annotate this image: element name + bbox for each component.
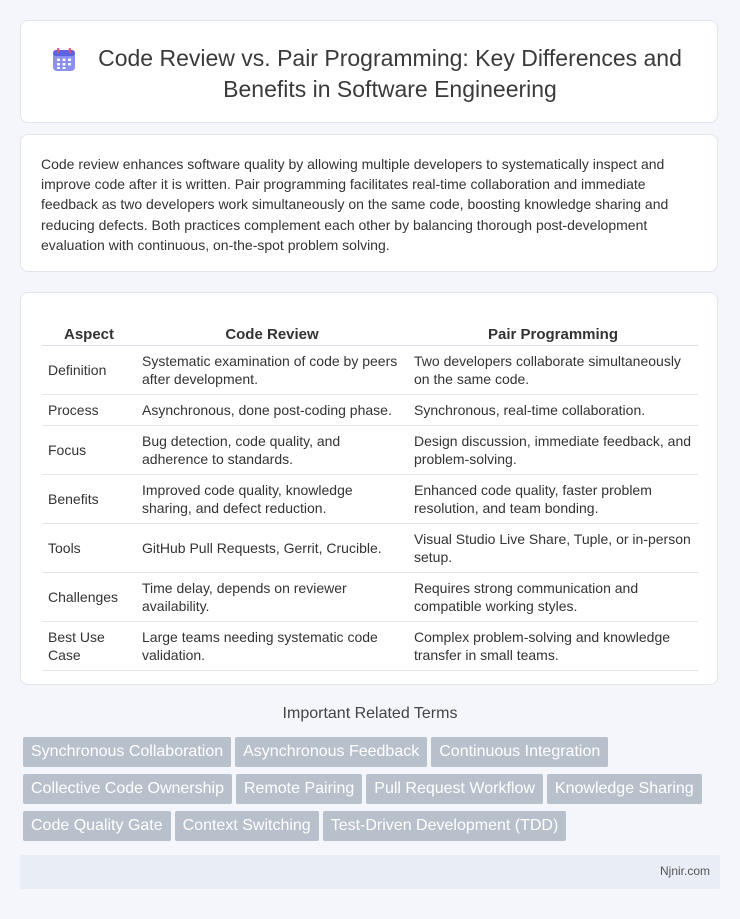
row-aspect: Best Use Case (42, 622, 136, 671)
term-tag[interactable]: Collective Code Ownership (23, 774, 232, 804)
table-row (42, 395, 698, 426)
row-aspect: Benefits (42, 475, 136, 524)
row-code-review: Large teams needing systematic code validation. (136, 622, 408, 671)
row-pair-programming: Requires strong communication and compatible working styles. (408, 573, 698, 622)
footer-site-link[interactable]: Njnir.com (659, 864, 710, 878)
header-code-review: Code Review (136, 313, 408, 346)
intro-paragraph: Code review enhances software quality by allowing multiple developers to systematically inspect and improve code after it is written. Pair programming facilitates real-time collaboration and immediate feedback as two developers work simultaneously on the same code, boosting knowledge sharing and reducing defects. Both practices complement each other by balancing thorough post-development evaluation with continuous, on-the-spot problem solving. (41, 156, 669, 253)
row-pair-programming: Enhanced code quality, faster problem resolution, and team bonding. (408, 475, 698, 524)
row-code-review: Improved code quality, knowledge sharing, and defect reduction. (136, 475, 408, 524)
row-code-review: Bug detection, code quality, and adherence to standards. (136, 426, 408, 475)
row-pair-programming: Visual Studio Live Share, Tuple, or in-person setup. (408, 524, 698, 573)
table-header-row (42, 313, 698, 346)
comparison-card (20, 292, 718, 685)
page-title: Code Review vs. Pair Programming: Key Differences and Benefits in Software Engineering (98, 45, 682, 102)
row-aspect: Challenges (42, 573, 136, 622)
table-row (42, 346, 698, 395)
row-pair-programming: Complex problem-solving and knowledge transfer in small teams. (408, 622, 698, 671)
row-aspect: Definition (42, 346, 136, 395)
table-row (42, 622, 698, 671)
header-aspect: Aspect (42, 313, 136, 346)
term-tag[interactable]: Asynchronous Feedback (235, 737, 427, 767)
term-tag[interactable]: Code Quality Gate (23, 811, 171, 841)
term-tag[interactable]: Synchronous Collaboration (23, 737, 231, 767)
header-pair-programming: Pair Programming (408, 313, 698, 346)
table-row (42, 573, 698, 622)
term-tag[interactable]: Context Switching (175, 811, 319, 841)
term-tag[interactable]: Pull Request Workflow (366, 774, 543, 804)
row-aspect: Tools (42, 524, 136, 573)
table-row (42, 524, 698, 573)
title-card (20, 20, 718, 123)
table-row (42, 475, 698, 524)
row-pair-programming: Design discussion, immediate feedback, and problem-solving. (408, 426, 698, 475)
row-code-review: GitHub Pull Requests, Gerrit, Crucible. (136, 524, 408, 573)
row-code-review: Systematic examination of code by peers after development. (136, 346, 408, 395)
row-code-review: Time delay, depends on reviewer availability. (136, 573, 408, 622)
term-tag[interactable]: Remote Pairing (236, 774, 362, 804)
row-code-review: Asynchronous, done post-coding phase. (136, 395, 408, 426)
intro-card (20, 134, 718, 272)
related-terms-title: Important Related Terms (282, 705, 458, 722)
term-tag[interactable]: Test-Driven Development (TDD) (323, 811, 567, 841)
row-pair-programming: Two developers collaborate simultaneously on the same code. (408, 346, 698, 395)
related-terms-list (23, 737, 723, 848)
term-tag[interactable]: Knowledge Sharing (547, 774, 702, 804)
row-aspect: Process (42, 395, 136, 426)
title-block (51, 43, 697, 105)
calendar-grid-icon (51, 47, 77, 73)
table-row (42, 426, 698, 475)
term-tag[interactable]: Continuous Integration (431, 737, 608, 767)
comparison-table (42, 313, 698, 671)
row-aspect: Focus (42, 426, 136, 475)
row-pair-programming: Synchronous, real-time collaboration. (408, 395, 698, 426)
footer-bar (20, 855, 720, 889)
